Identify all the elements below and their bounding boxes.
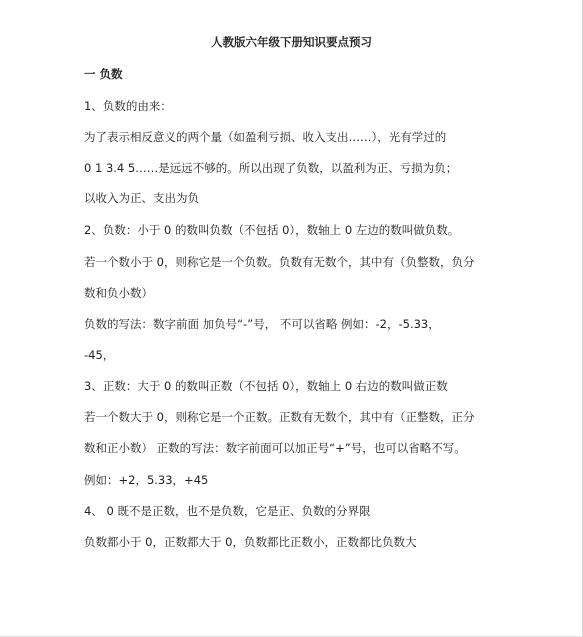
text-line: 以收入为正、支出为负 bbox=[84, 191, 199, 205]
text-line-comparison: 负数都小于 0，正数都大于 0，负数都比正数小，正数都比负数大 bbox=[84, 535, 417, 549]
text-line: 为了表示相反意义的两个量（如盈利亏损、收入支出……），光有学过的 bbox=[84, 130, 447, 144]
text-line-positive-definition: 3、正数：大于 0 的数叫正数（不包括 0），数轴上 0 右边的数叫做正数 bbox=[84, 379, 448, 393]
text-line-positive-notation: 数和正小数） 正数的写法：数字前面可以加正号“+”号，也可以省略不写。 bbox=[84, 441, 466, 455]
text-line: 例如：+2，5.33，+45 bbox=[84, 473, 209, 487]
text-line-origin-heading: 1、负数的由来： bbox=[84, 99, 172, 113]
text-line: 数和负小数） bbox=[84, 286, 153, 300]
text-line-zero: 4、 0 既不是正数，也不是负数，它是正、负数的分界限 bbox=[84, 504, 371, 518]
text-line: 0 1 3.4 5……是远远不够的。所以出现了负数，以盈利为正、亏损为负； bbox=[84, 161, 458, 175]
text-line: 若一个数小于 0，则称它是一个负数。负数有无数个，其中有（负整数，负分 bbox=[84, 255, 475, 269]
text-line-negative-definition: 2、负数：小于 0 的数叫负数（不包括 0），数轴上 0 左边的数叫做负数。 bbox=[84, 223, 460, 237]
text-line: -45， bbox=[84, 348, 115, 362]
text-line: 若一个数大于 0，则称它是一个正数。正数有无数个，其中有（正整数，正分 bbox=[84, 410, 475, 424]
text-line-negative-notation: 负数的写法：数字前面 加负号“-”号， 不可以省略 例如：-2，-5.33， bbox=[84, 317, 440, 331]
section-heading-negative-numbers: 一 负数 bbox=[84, 67, 123, 81]
document-title: 人教版六年级下册知识要点预习 bbox=[211, 35, 372, 49]
